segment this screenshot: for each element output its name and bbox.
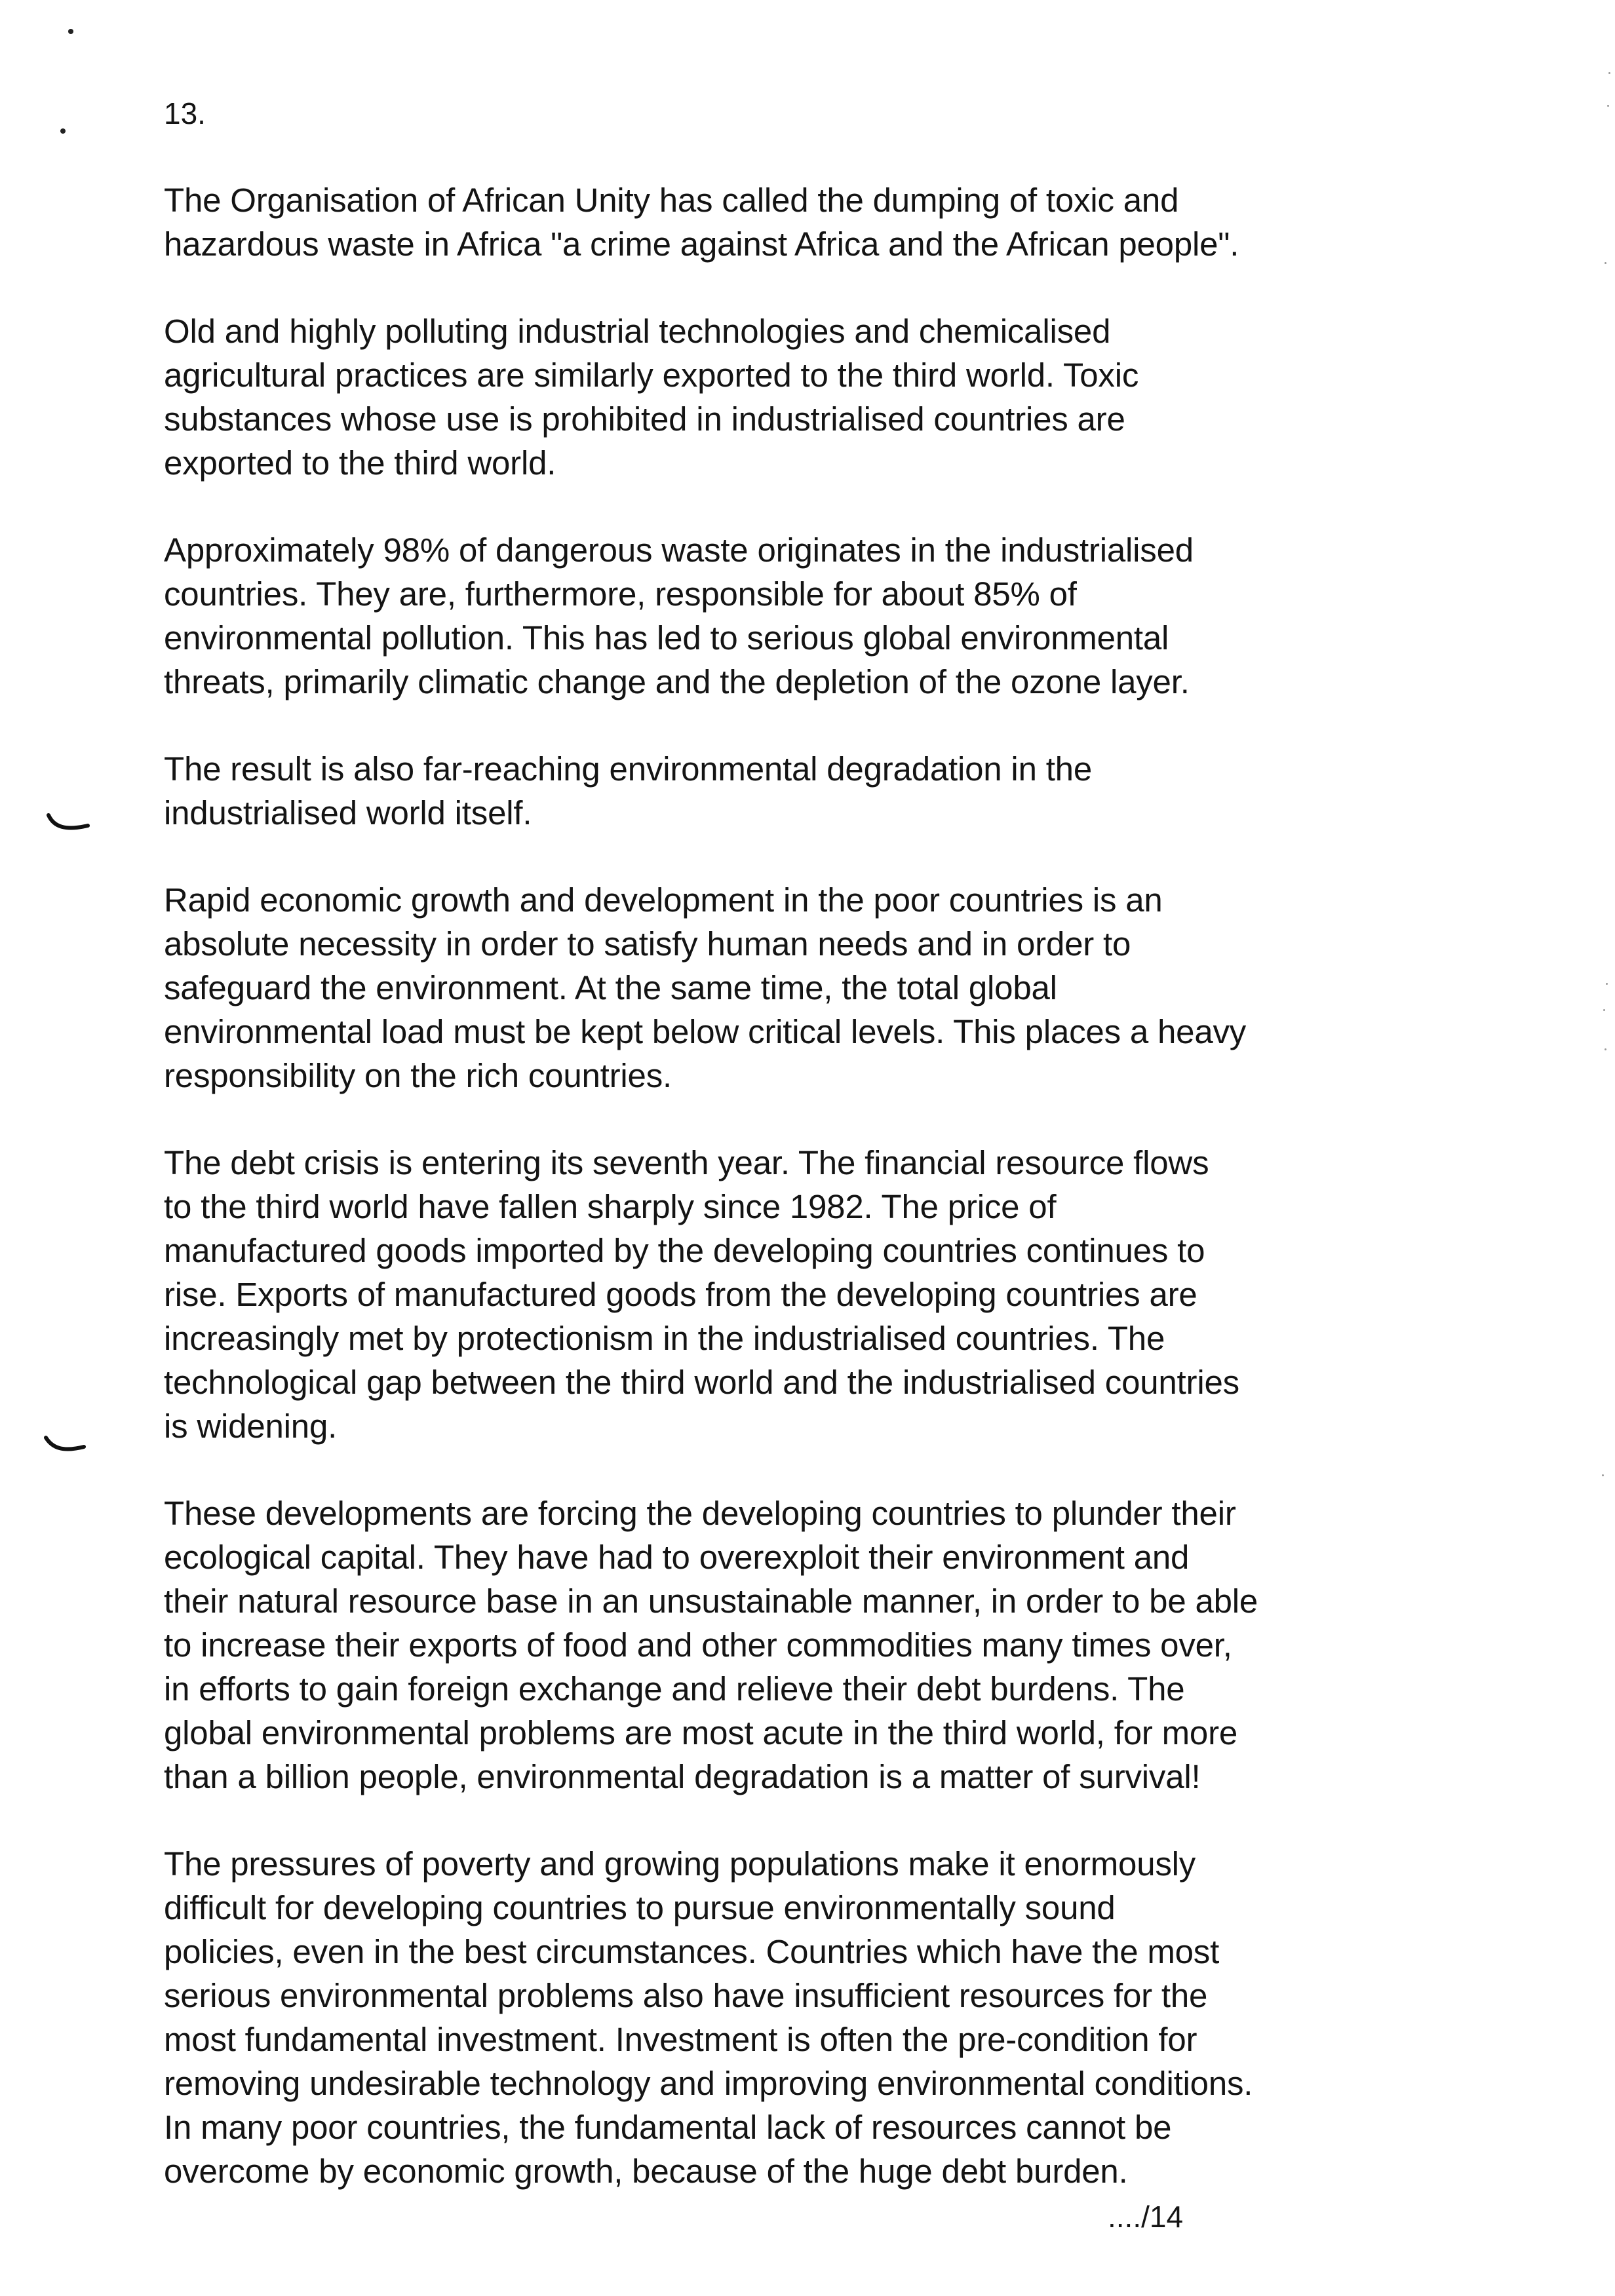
text-line: The result is also far-reaching environmental degradation in the: [164, 750, 1092, 788]
text-line: overcome by economic growth, because of the huge debt burden.: [164, 2152, 1128, 2190]
text-line: safeguard the environment. At the same time, the total global: [164, 969, 1057, 1006]
text-line: most fundamental investment. Investment is often the pre-condition for: [164, 2021, 1197, 2058]
paragraph: [164, 1842, 1331, 2193]
scan-speck: [1603, 1009, 1605, 1011]
scan-speck: [1605, 262, 1606, 264]
text-line: In many poor countries, the fundamental lack of resources cannot be: [164, 2109, 1172, 2146]
scan-speck: [1608, 72, 1610, 74]
paragraph: [164, 747, 1331, 835]
text-line: Approximately 98% of dangerous waste originates in the industrialised: [164, 531, 1194, 569]
text-line: exported to the third world.: [164, 444, 556, 482]
text-line: The pressures of poverty and growing populations make it enormously: [164, 1845, 1196, 1883]
continuation-marker: ..../14: [1108, 2200, 1184, 2234]
paragraph: [164, 878, 1331, 1098]
text-line: The debt crisis is entering its seventh year. The financial resource flows: [164, 1144, 1209, 1181]
text-line: substances whose use is prohibited in industrialised countries are: [164, 400, 1125, 438]
text-line: serious environmental problems also have insufficient resources for the: [164, 1977, 1208, 2014]
text-line: absolute necessity in order to satisfy human needs and in order to: [164, 925, 1131, 963]
text-line: in efforts to gain foreign exchange and relieve their debt burdens. The: [164, 1670, 1185, 1708]
text-line: responsibility on the rich countries.: [164, 1057, 672, 1094]
text-line: policies, even in the best circumstances. Countries which have the most: [164, 1933, 1220, 1970]
text-line: Rapid economic growth and development in the poor countries is an: [164, 881, 1163, 919]
paragraph: [164, 309, 1331, 485]
text-line: to the third world have fallen sharply since 1982. The price of: [164, 1188, 1057, 1225]
text-line: environmental pollution. This has led to serious global environmental: [164, 619, 1169, 657]
text-line: difficult for developing countries to pursue environmentally sound: [164, 1889, 1116, 1926]
text-line: technological gap between the third world and the industrialised countries: [164, 1364, 1239, 1401]
scan-speck: [1606, 983, 1608, 985]
text-line: industrialised world itself.: [164, 794, 532, 832]
scan-speck: [1605, 1048, 1606, 1050]
text-line: removing undesirable technology and improving environmental conditions.: [164, 2065, 1253, 2102]
text-line: Old and highly polluting industrial technologies and chemicalised: [164, 313, 1111, 350]
text-line: environmental load must be kept below critical levels. This places a heavy: [164, 1013, 1247, 1050]
scan-speck: [1607, 105, 1609, 107]
scan-dot-left: [60, 128, 66, 134]
document-body: [164, 178, 1331, 2236]
text-line: is widening.: [164, 1407, 338, 1445]
margin-check-mark: [43, 1434, 96, 1460]
text-line: threats, primarily climatic change and the depletion of the ozone layer.: [164, 663, 1190, 700]
scan-speck: [1602, 1474, 1604, 1476]
paragraph: [164, 1491, 1331, 1799]
scan-dot-top: [68, 29, 73, 34]
paragraph: [164, 1141, 1331, 1448]
margin-check-mark: [46, 811, 98, 837]
text-line: hazardous waste in Africa "a crime against Africa and the African people".: [164, 225, 1239, 263]
paragraph: [164, 528, 1331, 704]
text-line: The Organisation of African Unity has called the dumping of toxic and: [164, 182, 1179, 219]
text-line: countries. They are, furthermore, responsible for about 85% of: [164, 575, 1077, 613]
text-line: These developments are forcing the developing countries to plunder their: [164, 1495, 1236, 1532]
text-line: agricultural practices are similarly exported to the third world. Toxic: [164, 356, 1139, 394]
text-line: global environmental problems are most acute in the third world, for more: [164, 1714, 1238, 1751]
page-number: 13.: [164, 96, 206, 130]
paragraph: [164, 178, 1331, 266]
text-line: to increase their exports of food and other commodities many times over,: [164, 1626, 1232, 1664]
text-line: than a billion people, environmental degradation is a matter of survival!: [164, 1758, 1201, 1795]
text-line: their natural resource base in an unsustainable manner, in order to be able: [164, 1582, 1258, 1620]
text-line: ecological capital. They have had to overexploit their environment and: [164, 1539, 1190, 1576]
text-line: increasingly met by protectionism in the industrialised countries. The: [164, 1320, 1165, 1357]
text-line: manufactured goods imported by the developing countries continues to: [164, 1232, 1205, 1269]
text-line: rise. Exports of manufactured goods from the developing countries are: [164, 1276, 1197, 1313]
